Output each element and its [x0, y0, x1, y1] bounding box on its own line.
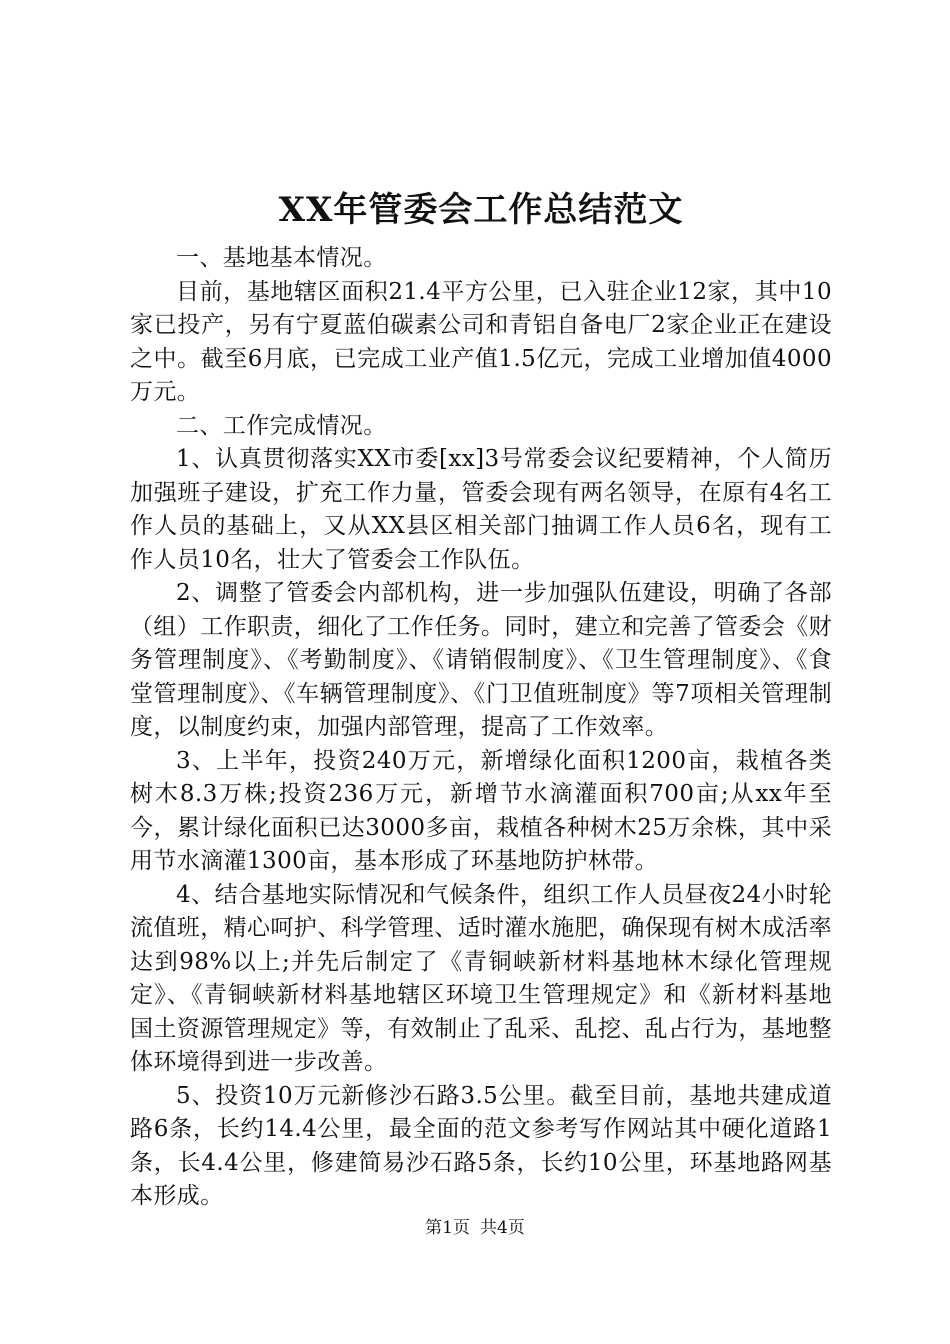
paragraph-basic-info: 目前，基地辖区面积21.4平方公里，已入驻企业12家，其中10家已投产，另有宁夏蓝伯碳素公司和青铝自备电厂2家企业正在建设之中。截至6月底，已完成工业产值1.5亿元，完成工业增加值4000万元。: [130, 278, 832, 405]
paragraph-item-1: 1、认真贯彻落实XX市委[xx]3号常委会议纪要精神，个人简历加强班子建设，扩充工作力量，管委会现有两名领导，在原有4名工作人员的基础上，又从XX县区相关部门抽调工作人员6名，现有工作人员10名，壮大了管委会工作队伍。: [130, 446, 832, 573]
document-page: [130, 180, 832, 1214]
page-number-total: 共4页: [480, 1218, 525, 1238]
section-heading-basic-info: 一、基地基本情况。: [176, 245, 387, 271]
paragraph-item-4: 4、结合基地实际情况和气候条件，组织工作人员昼夜24小时轮流值班，精心呵护、科学管理、适时灌水施肥，确保现有树木成活率达到98%以上;并先后制定了《青铜峡新材料基地林木绿化管理规定》、《青铜峡新材料基地辖区环境卫生管理规定》和《新材料基地国土资源管理规定》等，有效制止了乱采、乱挖、乱占行为，基地整体环境得到进一步改善。: [130, 881, 832, 1075]
paragraph-item-5: 5、投资10万元新修沙石路3.5公里。截至目前，基地共建成道路6条，长约14.4公里，最全面的范文参考写作网站其中硬化道路1条，长4.4公里，修建简易沙石路5条，长约10公里，环基地路网基本形成。: [130, 1082, 832, 1209]
section-heading-work-completion: 二、工作完成情况。: [176, 412, 387, 439]
document-title: XX年管委会工作总结范文: [278, 190, 684, 230]
paragraph-item-3: 3、上半年，投资240万元，新增绿化面积1200亩，栽植各类树木8.3万株;投资236万元，新增节水滴灌面积700亩;从xx年至今，累计绿化面积已达3000多亩，栽植各种树木25万余株，其中采用节水滴灌1300亩，基本形成了环基地防护林带。: [130, 747, 832, 874]
page-number-current: 第1页: [425, 1218, 470, 1238]
paragraph-item-2: 2、调整了管委会内部机构，进一步加强队伍建设，明确了各部（组）工作职责，细化了工作任务。同时，建立和完善了管委会《财务管理制度》、《考勤制度》、《请销假制度》、《卫生管理制度》、《食堂管理制度》、《车辆管理制度》、《门卫值班制度》等7项相关管理制度，以制度约束，加强内部管理，提高了工作效率。: [130, 580, 832, 740]
page-footer: [0, 1216, 950, 1240]
